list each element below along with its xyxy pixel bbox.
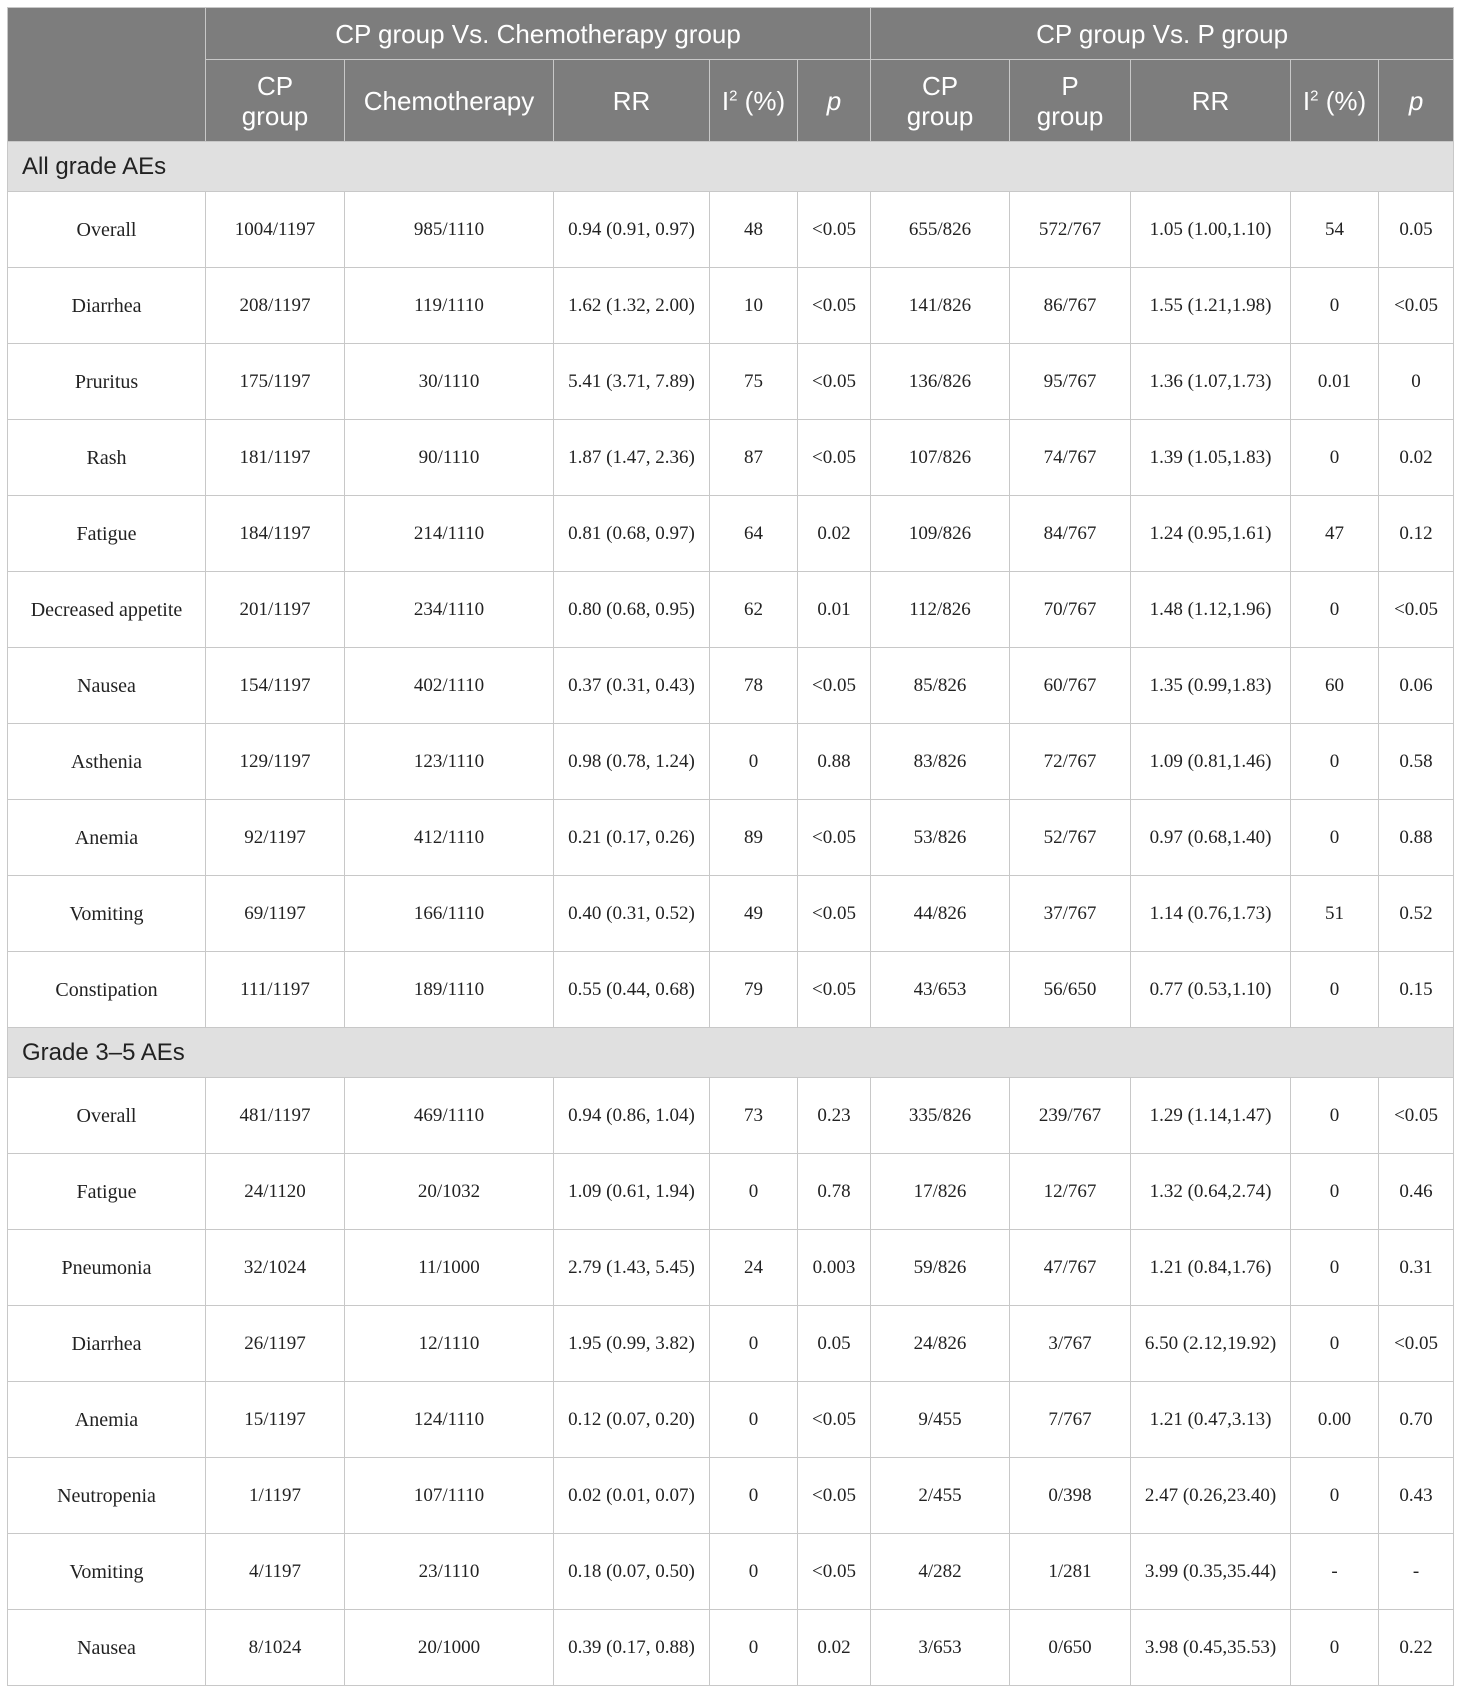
header-corner	[8, 8, 206, 142]
col-p-group: P group	[1010, 60, 1131, 142]
cell-pgroup-count: 95/767	[1010, 344, 1131, 420]
cell-p: <0.05	[798, 648, 871, 724]
cell-cp2-count: 109/826	[871, 496, 1010, 572]
cell-rr: 0.94 (0.91, 0.97)	[554, 192, 710, 268]
i2-unit: (%)	[737, 85, 786, 116]
cell-rr2: 1.21 (0.84,1.76)	[1131, 1230, 1291, 1306]
cell-rr: 0.98 (0.78, 1.24)	[554, 724, 710, 800]
cell-rr2: 0.97 (0.68,1.40)	[1131, 800, 1291, 876]
row-label: Decreased appetite	[8, 572, 206, 648]
cell-i2: 0	[710, 724, 798, 800]
cell-i2b: 0	[1291, 1078, 1379, 1154]
cell-rr2: 1.35 (0.99,1.83)	[1131, 648, 1291, 724]
cell-i2: 24	[710, 1230, 798, 1306]
cell-cp-count: 184/1197	[206, 496, 345, 572]
cell-rr2: 1.32 (0.64,2.74)	[1131, 1154, 1291, 1230]
cell-rr: 0.81 (0.68, 0.97)	[554, 496, 710, 572]
cell-p: 0.01	[798, 572, 871, 648]
cell-p2: 0.88	[1379, 800, 1454, 876]
cell-cp-count: 208/1197	[206, 268, 345, 344]
table-row	[8, 800, 1454, 876]
cell-i2: 87	[710, 420, 798, 496]
cell-p2: 0.15	[1379, 952, 1454, 1028]
cell-p: <0.05	[798, 800, 871, 876]
cell-p2: 0.43	[1379, 1458, 1454, 1534]
cell-pgroup-count: 74/767	[1010, 420, 1131, 496]
row-label: Pneumonia	[8, 1230, 206, 1306]
cell-p: 0.23	[798, 1078, 871, 1154]
cell-chemo-count: 123/1110	[345, 724, 554, 800]
cell-i2b: -	[1291, 1534, 1379, 1610]
cell-pgroup-count: 72/767	[1010, 724, 1131, 800]
cell-rr: 2.79 (1.43, 5.45)	[554, 1230, 710, 1306]
cell-cp-count: 175/1197	[206, 344, 345, 420]
cell-cp-count: 24/1120	[206, 1154, 345, 1230]
cell-cp-count: 92/1197	[206, 800, 345, 876]
cell-i2b: 51	[1291, 876, 1379, 952]
table-row	[8, 344, 1454, 420]
cell-rr: 0.55 (0.44, 0.68)	[554, 952, 710, 1028]
cell-cp2-count: 17/826	[871, 1154, 1010, 1230]
cell-i2b: 0	[1291, 800, 1379, 876]
cell-i2: 0	[710, 1610, 798, 1686]
cell-i2: 89	[710, 800, 798, 876]
cell-i2b: 0	[1291, 724, 1379, 800]
cell-i2b: 60	[1291, 648, 1379, 724]
cell-chemo-count: 124/1110	[345, 1382, 554, 1458]
adverse-events-table	[7, 7, 1454, 1686]
cell-cp2-count: 53/826	[871, 800, 1010, 876]
cell-cp-count: 26/1197	[206, 1306, 345, 1382]
cell-rr: 0.21 (0.17, 0.26)	[554, 800, 710, 876]
cell-i2: 0	[710, 1306, 798, 1382]
col-i2-2	[1291, 60, 1379, 142]
cell-p2: 0.12	[1379, 496, 1454, 572]
cell-chemo-count: 469/1110	[345, 1078, 554, 1154]
cell-i2: 49	[710, 876, 798, 952]
cell-i2: 64	[710, 496, 798, 572]
cell-i2b: 0	[1291, 1458, 1379, 1534]
cell-cp-count: 181/1197	[206, 420, 345, 496]
row-label: Vomiting	[8, 876, 206, 952]
cell-p: <0.05	[798, 344, 871, 420]
cell-rr: 0.02 (0.01, 0.07)	[554, 1458, 710, 1534]
section-title: All grade AEs	[8, 142, 1454, 192]
cell-i2b: 0	[1291, 1306, 1379, 1382]
cell-pgroup-count: 239/767	[1010, 1078, 1131, 1154]
cell-cp-count: 69/1197	[206, 876, 345, 952]
cell-cp2-count: 136/826	[871, 344, 1010, 420]
row-label: Fatigue	[8, 1154, 206, 1230]
cell-cp-count: 154/1197	[206, 648, 345, 724]
row-label: Asthenia	[8, 724, 206, 800]
cell-i2: 75	[710, 344, 798, 420]
cell-p2: <0.05	[1379, 1078, 1454, 1154]
row-label: Anemia	[8, 1382, 206, 1458]
cell-pgroup-count: 70/767	[1010, 572, 1131, 648]
table-row	[8, 1458, 1454, 1534]
cell-rr2: 1.24 (0.95,1.61)	[1131, 496, 1291, 572]
cell-cp-count: 4/1197	[206, 1534, 345, 1610]
cell-p: 0.88	[798, 724, 871, 800]
cell-rr: 0.80 (0.68, 0.95)	[554, 572, 710, 648]
table-row	[8, 1610, 1454, 1686]
cell-i2b: 0	[1291, 1154, 1379, 1230]
table-row	[8, 1154, 1454, 1230]
cell-p: 0.003	[798, 1230, 871, 1306]
cell-p2: <0.05	[1379, 268, 1454, 344]
cell-p2: 0.58	[1379, 724, 1454, 800]
i2-superscript-2: 2	[1310, 86, 1319, 104]
cell-i2b: 0	[1291, 268, 1379, 344]
cell-i2b: 0	[1291, 1610, 1379, 1686]
header-group2: CP group Vs. P group	[871, 8, 1454, 60]
table-row	[8, 572, 1454, 648]
cell-cp-count: 15/1197	[206, 1382, 345, 1458]
cell-pgroup-count: 86/767	[1010, 268, 1131, 344]
table-row	[8, 496, 1454, 572]
cell-p2: 0.05	[1379, 192, 1454, 268]
cell-p: <0.05	[798, 1534, 871, 1610]
cell-rr: 0.94 (0.86, 1.04)	[554, 1078, 710, 1154]
cell-p: <0.05	[798, 1382, 871, 1458]
cell-chemo-count: 11/1000	[345, 1230, 554, 1306]
cell-i2: 79	[710, 952, 798, 1028]
cell-chemo-count: 20/1000	[345, 1610, 554, 1686]
cell-rr: 0.40 (0.31, 0.52)	[554, 876, 710, 952]
table-row	[8, 876, 1454, 952]
header-row-columns	[8, 60, 1454, 142]
cell-p2: 0.02	[1379, 420, 1454, 496]
cell-cp-count: 1004/1197	[206, 192, 345, 268]
table-row	[8, 1078, 1454, 1154]
cell-i2: 0	[710, 1534, 798, 1610]
cell-i2b: 54	[1291, 192, 1379, 268]
header-row-groups	[8, 8, 1454, 60]
cell-rr2: 1.29 (1.14,1.47)	[1131, 1078, 1291, 1154]
cell-pgroup-count: 0/650	[1010, 1610, 1131, 1686]
cell-i2: 0	[710, 1154, 798, 1230]
cell-chemo-count: 985/1110	[345, 192, 554, 268]
cell-i2: 78	[710, 648, 798, 724]
col-i2	[710, 60, 798, 142]
cell-chemo-count: 90/1110	[345, 420, 554, 496]
cell-rr2: 1.05 (1.00,1.10)	[1131, 192, 1291, 268]
table-body	[8, 142, 1454, 1686]
cell-cp-count: 1/1197	[206, 1458, 345, 1534]
cell-pgroup-count: 60/767	[1010, 648, 1131, 724]
cell-i2b: 0	[1291, 1230, 1379, 1306]
cell-p2: 0	[1379, 344, 1454, 420]
col-rr: RR	[554, 60, 710, 142]
cell-rr2: 1.14 (0.76,1.73)	[1131, 876, 1291, 952]
cell-p: <0.05	[798, 192, 871, 268]
i2-superscript: 2	[729, 86, 738, 104]
cell-rr: 1.09 (0.61, 1.94)	[554, 1154, 710, 1230]
cell-rr2: 1.39 (1.05,1.83)	[1131, 420, 1291, 496]
cell-rr: 0.39 (0.17, 0.88)	[554, 1610, 710, 1686]
cell-pgroup-count: 47/767	[1010, 1230, 1131, 1306]
cell-cp2-count: 2/455	[871, 1458, 1010, 1534]
table-row	[8, 648, 1454, 724]
row-label: Nausea	[8, 648, 206, 724]
cell-pgroup-count: 52/767	[1010, 800, 1131, 876]
cell-rr2: 6.50 (2.12,19.92)	[1131, 1306, 1291, 1382]
cell-p2: 0.70	[1379, 1382, 1454, 1458]
cell-pgroup-count: 84/767	[1010, 496, 1131, 572]
cell-cp2-count: 107/826	[871, 420, 1010, 496]
cell-rr2: 1.55 (1.21,1.98)	[1131, 268, 1291, 344]
cell-p: <0.05	[798, 952, 871, 1028]
cell-rr2: 3.98 (0.45,35.53)	[1131, 1610, 1291, 1686]
row-label: Pruritus	[8, 344, 206, 420]
cell-pgroup-count: 572/767	[1010, 192, 1131, 268]
cell-p: <0.05	[798, 420, 871, 496]
cell-cp2-count: 4/282	[871, 1534, 1010, 1610]
cell-chemo-count: 402/1110	[345, 648, 554, 724]
section-title: Grade 3–5 AEs	[8, 1028, 1454, 1078]
col-cp-group-2: CP group	[871, 60, 1010, 142]
table-row	[8, 1534, 1454, 1610]
cell-cp-count: 8/1024	[206, 1610, 345, 1686]
header-group1: CP group Vs. Chemotherapy group	[206, 8, 871, 60]
cell-cp2-count: 655/826	[871, 192, 1010, 268]
section-header-row	[8, 142, 1454, 192]
cell-rr: 1.62 (1.32, 2.00)	[554, 268, 710, 344]
cell-cp2-count: 43/653	[871, 952, 1010, 1028]
cell-i2b: 0	[1291, 952, 1379, 1028]
cell-rr2: 3.99 (0.35,35.44)	[1131, 1534, 1291, 1610]
col-chemotherapy: Chemotherapy	[345, 60, 554, 142]
cell-p2: -	[1379, 1534, 1454, 1610]
row-label: Diarrhea	[8, 1306, 206, 1382]
col-rr-2: RR	[1131, 60, 1291, 142]
cell-p: 0.02	[798, 496, 871, 572]
cell-rr: 1.87 (1.47, 2.36)	[554, 420, 710, 496]
cell-cp2-count: 141/826	[871, 268, 1010, 344]
cell-cp-count: 481/1197	[206, 1078, 345, 1154]
cell-pgroup-count: 0/398	[1010, 1458, 1131, 1534]
cell-i2b: 0	[1291, 572, 1379, 648]
i2-label: I	[721, 85, 730, 116]
cell-chemo-count: 107/1110	[345, 1458, 554, 1534]
cell-cp-count: 32/1024	[206, 1230, 345, 1306]
cell-i2b: 0	[1291, 420, 1379, 496]
row-label: Anemia	[8, 800, 206, 876]
cell-p2: 0.46	[1379, 1154, 1454, 1230]
row-label: Nausea	[8, 1610, 206, 1686]
cell-rr: 1.95 (0.99, 3.82)	[554, 1306, 710, 1382]
i2-unit-2: (%)	[1318, 85, 1367, 116]
table-row	[8, 1230, 1454, 1306]
cell-p2: <0.05	[1379, 1306, 1454, 1382]
cell-rr: 0.12 (0.07, 0.20)	[554, 1382, 710, 1458]
cell-cp2-count: 83/826	[871, 724, 1010, 800]
table-row	[8, 724, 1454, 800]
cell-p: <0.05	[798, 876, 871, 952]
cell-p2: 0.22	[1379, 1610, 1454, 1686]
cell-i2b: 0.01	[1291, 344, 1379, 420]
cell-rr2: 1.48 (1.12,1.96)	[1131, 572, 1291, 648]
col-p-2: p	[1379, 60, 1454, 142]
cell-chemo-count: 20/1032	[345, 1154, 554, 1230]
cell-chemo-count: 189/1110	[345, 952, 554, 1028]
cell-cp2-count: 59/826	[871, 1230, 1010, 1306]
table-row	[8, 1306, 1454, 1382]
cell-i2: 48	[710, 192, 798, 268]
cell-chemo-count: 234/1110	[345, 572, 554, 648]
cell-chemo-count: 30/1110	[345, 344, 554, 420]
cell-pgroup-count: 12/767	[1010, 1154, 1131, 1230]
row-label: Diarrhea	[8, 268, 206, 344]
cell-cp-count: 111/1197	[206, 952, 345, 1028]
cell-p2: 0.52	[1379, 876, 1454, 952]
col-p: p	[798, 60, 871, 142]
cell-p: <0.05	[798, 1458, 871, 1534]
cell-rr2: 0.77 (0.53,1.10)	[1131, 952, 1291, 1028]
table-row	[8, 952, 1454, 1028]
cell-cp2-count: 9/455	[871, 1382, 1010, 1458]
col-cp-group: CP group	[206, 60, 345, 142]
cell-chemo-count: 23/1110	[345, 1534, 554, 1610]
cell-pgroup-count: 56/650	[1010, 952, 1131, 1028]
row-label: Overall	[8, 1078, 206, 1154]
cell-rr: 5.41 (3.71, 7.89)	[554, 344, 710, 420]
cell-p2: 0.06	[1379, 648, 1454, 724]
table-row	[8, 192, 1454, 268]
cell-p2: <0.05	[1379, 572, 1454, 648]
table-container	[7, 7, 1454, 1686]
table-row	[8, 420, 1454, 496]
cell-pgroup-count: 7/767	[1010, 1382, 1131, 1458]
cell-i2: 0	[710, 1458, 798, 1534]
cell-rr2: 1.09 (0.81,1.46)	[1131, 724, 1291, 800]
cell-chemo-count: 412/1110	[345, 800, 554, 876]
table-row	[8, 1382, 1454, 1458]
cell-chemo-count: 214/1110	[345, 496, 554, 572]
cell-pgroup-count: 1/281	[1010, 1534, 1131, 1610]
cell-cp2-count: 3/653	[871, 1610, 1010, 1686]
cell-p: 0.78	[798, 1154, 871, 1230]
cell-rr2: 1.21 (0.47,3.13)	[1131, 1382, 1291, 1458]
cell-cp2-count: 44/826	[871, 876, 1010, 952]
cell-rr: 0.37 (0.31, 0.43)	[554, 648, 710, 724]
cell-i2: 0	[710, 1382, 798, 1458]
cell-p: 0.02	[798, 1610, 871, 1686]
row-label: Overall	[8, 192, 206, 268]
cell-chemo-count: 166/1110	[345, 876, 554, 952]
cell-i2b: 47	[1291, 496, 1379, 572]
row-label: Neutropenia	[8, 1458, 206, 1534]
cell-pgroup-count: 37/767	[1010, 876, 1131, 952]
i2-label-2: I	[1302, 85, 1311, 116]
cell-cp2-count: 24/826	[871, 1306, 1010, 1382]
cell-rr2: 1.36 (1.07,1.73)	[1131, 344, 1291, 420]
row-label: Fatigue	[8, 496, 206, 572]
cell-p: 0.05	[798, 1306, 871, 1382]
cell-cp2-count: 85/826	[871, 648, 1010, 724]
cell-chemo-count: 12/1110	[345, 1306, 554, 1382]
cell-p2: 0.31	[1379, 1230, 1454, 1306]
cell-cp-count: 201/1197	[206, 572, 345, 648]
cell-chemo-count: 119/1110	[345, 268, 554, 344]
cell-i2: 62	[710, 572, 798, 648]
cell-pgroup-count: 3/767	[1010, 1306, 1131, 1382]
row-label: Rash	[8, 420, 206, 496]
cell-cp2-count: 335/826	[871, 1078, 1010, 1154]
cell-rr2: 2.47 (0.26,23.40)	[1131, 1458, 1291, 1534]
cell-i2: 73	[710, 1078, 798, 1154]
cell-i2: 10	[710, 268, 798, 344]
section-header-row	[8, 1028, 1454, 1078]
table-row	[8, 268, 1454, 344]
cell-rr: 0.18 (0.07, 0.50)	[554, 1534, 710, 1610]
cell-p: <0.05	[798, 268, 871, 344]
row-label: Constipation	[8, 952, 206, 1028]
cell-cp-count: 129/1197	[206, 724, 345, 800]
row-label: Vomiting	[8, 1534, 206, 1610]
cell-i2b: 0.00	[1291, 1382, 1379, 1458]
cell-cp2-count: 112/826	[871, 572, 1010, 648]
